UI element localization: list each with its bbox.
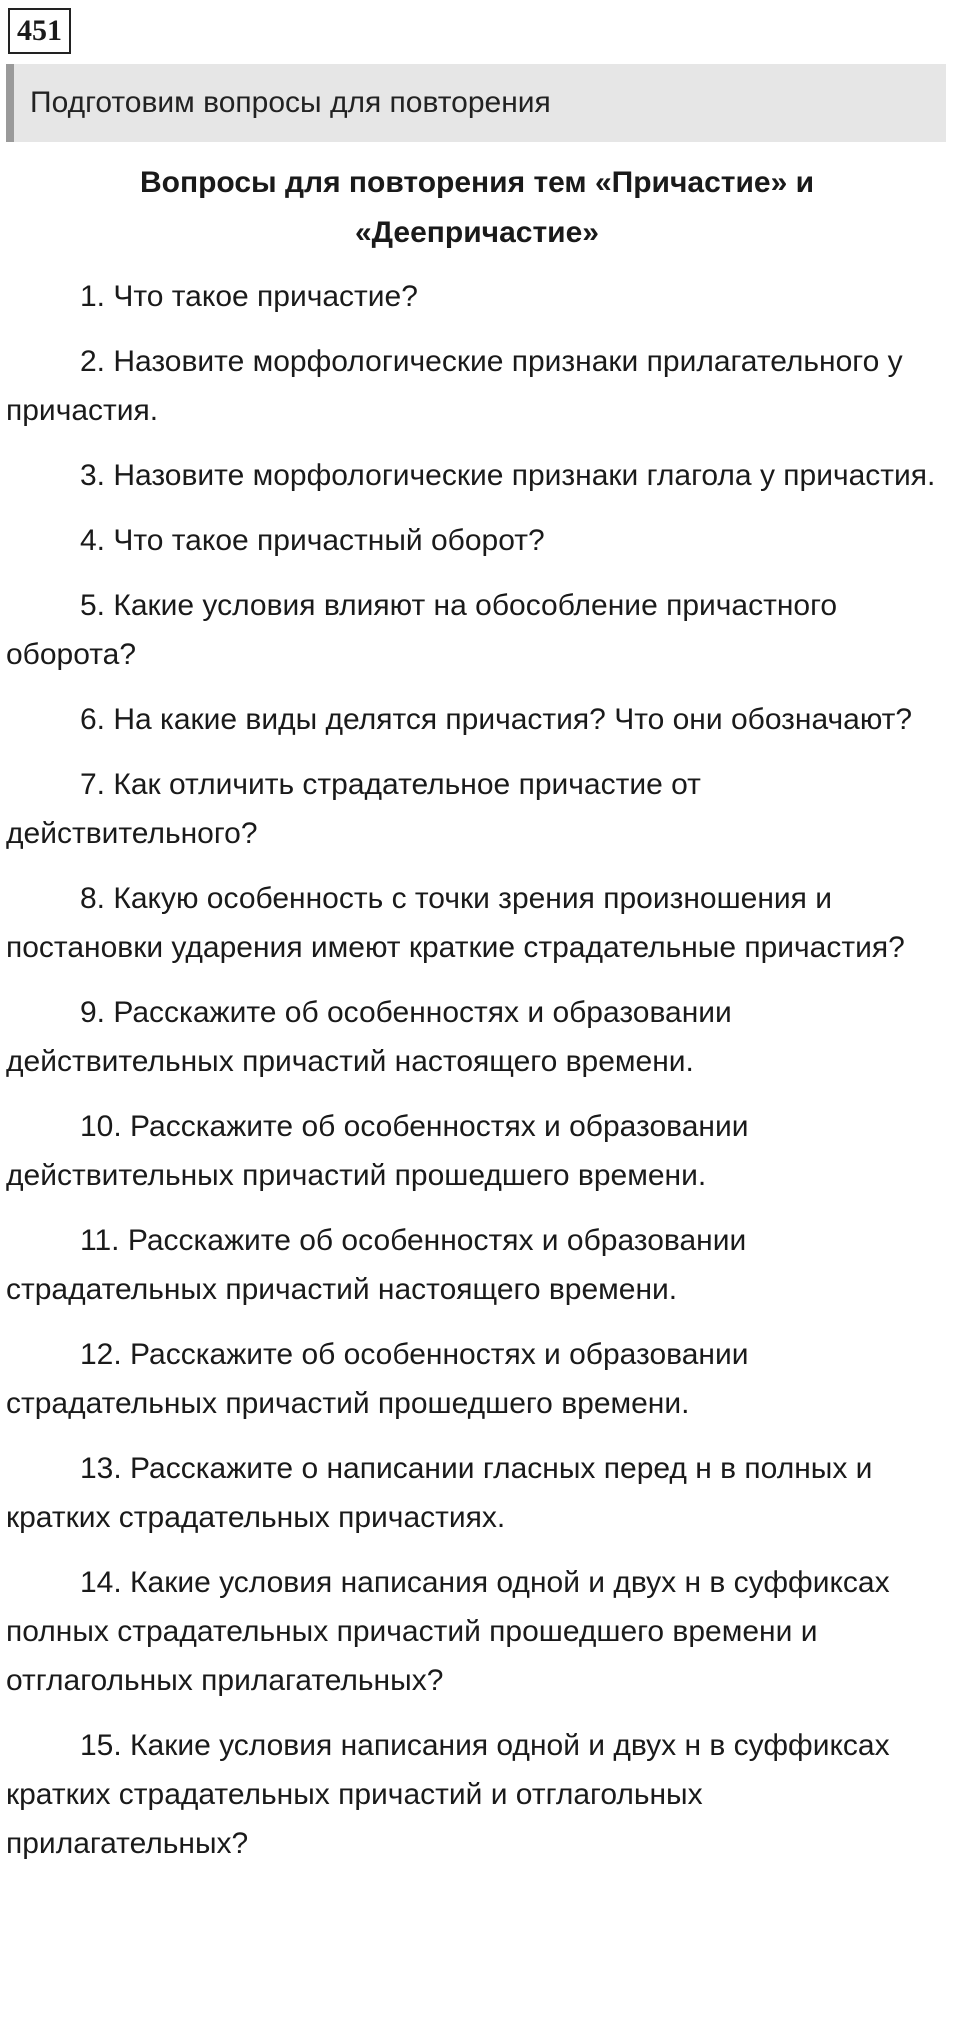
question-item: 12. Расскажите об особенностях и образовании страдательных причастий прошедшего времени.: [6, 1338, 749, 1420]
question-item: 7. Как отличить страдательное причастие от действительного?: [6, 768, 701, 850]
question-item: 15. Какие условия написания одной и двух н в суффиксах кратких страдательных причастий и отглагольных прилагательных?: [6, 1729, 890, 1860]
content-body: [6, 158, 948, 1884]
question-item: 10. Расскажите об особенностях и образовании действительных причастий прошедшего времени.: [6, 1110, 749, 1192]
question-item: 8. Какую особенность с точки зрения произношения и постановки ударения имеют краткие страдательные причастия?: [6, 882, 905, 964]
question-item: 6. На какие виды делятся причастия? Что они обозначают?: [80, 703, 913, 736]
question-item: 14. Какие условия написания одной и двух н в суффиксах полных страдательных причастий прошедшего времени и отглагольных прилагательных?: [6, 1566, 890, 1697]
question-item: 4. Что такое причастный оборот?: [80, 524, 545, 557]
section-header-label: Подготовим вопросы для повторения: [30, 86, 551, 119]
question-item: 1. Что такое причастие?: [80, 280, 418, 313]
question-item: 11. Расскажите об особенностях и образовании страдательных причастий настоящего времени.: [6, 1224, 747, 1306]
question-item: 5. Какие условия влияют на обособление причастного оборота?: [6, 589, 838, 671]
question-item: 9. Расскажите об особенностях и образовании действительных причастий настоящего времени.: [6, 996, 732, 1078]
question-item: 13. Расскажите о написании гласных перед н в полных и кратких страдательных причастиях.: [6, 1452, 873, 1534]
section-header-bar: [6, 64, 946, 142]
question-list: [6, 272, 948, 1868]
question-item: 2. Назовите морфологические признаки прилагательного у причастия.: [6, 345, 903, 427]
content-title: Вопросы для повторения тем «Причастие» и «Деепричастие»: [139, 166, 815, 249]
exercise-number-badge: 451: [8, 8, 71, 54]
question-item: 3. Назовите морфологические признаки глагола у причастия.: [80, 459, 936, 492]
